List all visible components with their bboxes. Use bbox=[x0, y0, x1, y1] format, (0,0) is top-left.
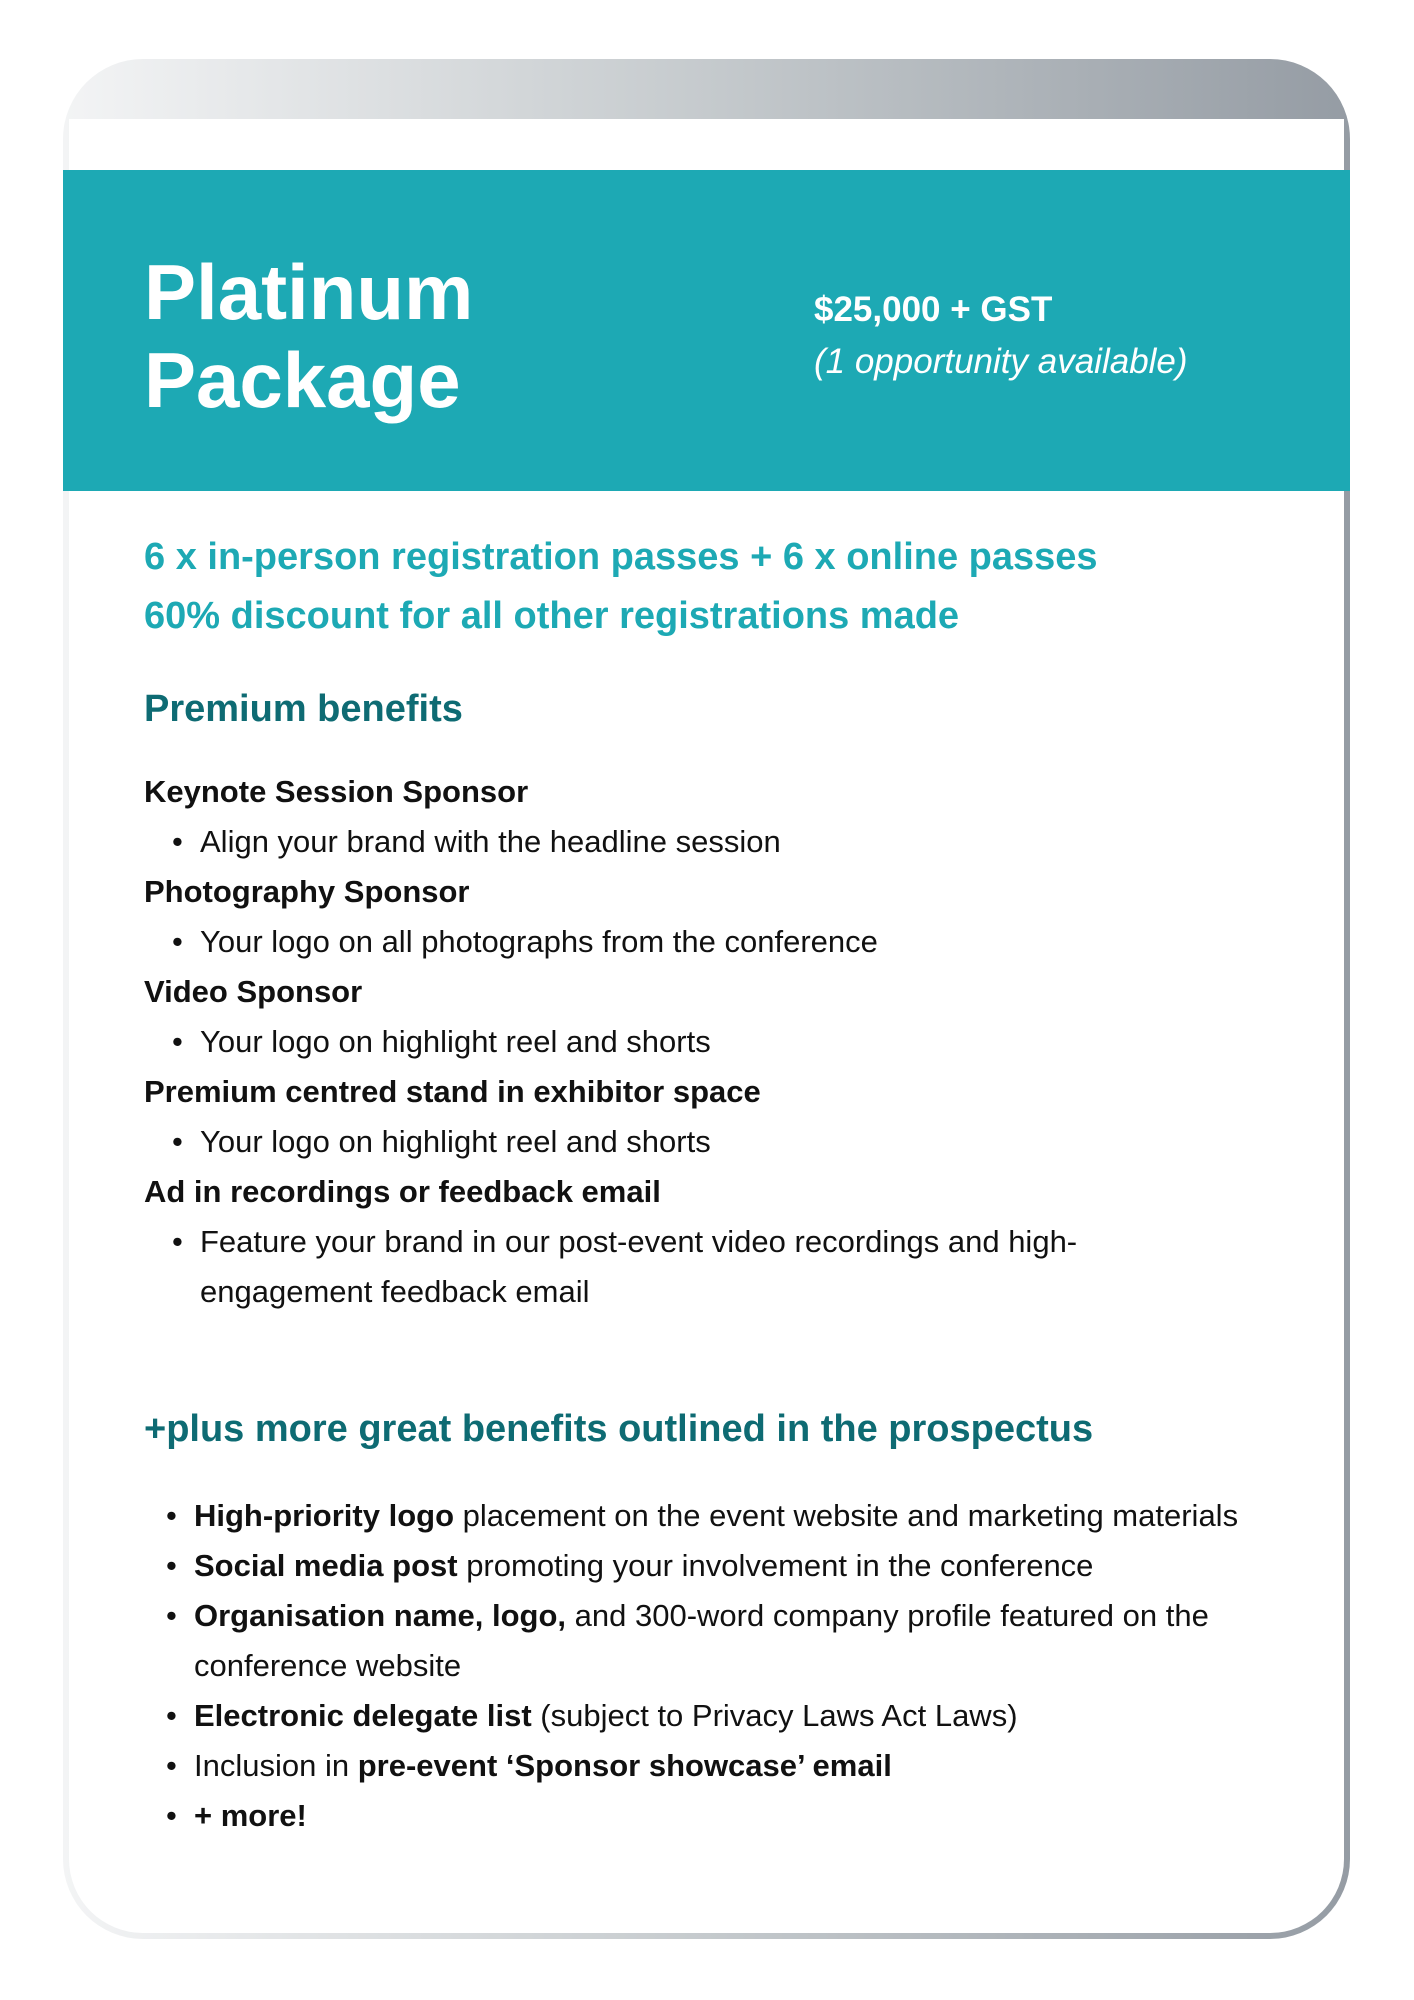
item-bold: Social media post bbox=[194, 1548, 458, 1583]
item-bold: + more! bbox=[194, 1798, 307, 1833]
benefit-detail: • Feature your brand in our post-event video recordings and high-engagement feedback email bbox=[200, 1217, 1200, 1317]
benefit-detail: • Your logo on highlight reel and shorts bbox=[200, 1117, 1204, 1167]
benefit-title: Video Sponsor bbox=[144, 974, 363, 1009]
more-benefit-item bbox=[194, 1541, 1254, 1591]
package-header bbox=[63, 170, 1350, 491]
more-benefits-heading: +plus more great benefits outlined in the prospectus bbox=[144, 1408, 1094, 1450]
benefit-title: Photography Sponsor bbox=[144, 874, 470, 909]
more-benefit-item bbox=[194, 1741, 1254, 1791]
benefit-title: Ad in recordings or feedback email bbox=[144, 1174, 661, 1209]
item-text: promoting your involvement in the conference bbox=[457, 1548, 1094, 1583]
more-benefit-item bbox=[194, 1791, 1254, 1841]
availability-note: (1 opportunity available) bbox=[814, 342, 1188, 381]
title-line-2: Package bbox=[144, 336, 461, 424]
premium-heading: Premium benefits bbox=[144, 688, 463, 730]
item-text: and 300-word company profile featured on the conference website bbox=[194, 1598, 1209, 1683]
highlight-discount: 60% discount for all other registrations made bbox=[144, 595, 960, 637]
highlight-passes: 6 x in-person registration passes + 6 x online passes bbox=[144, 536, 1098, 578]
item-bold: High-priority logo bbox=[194, 1498, 455, 1533]
more-benefits-list bbox=[194, 1491, 1254, 1841]
premium-benefits-list bbox=[144, 767, 1204, 1317]
item-bold: Electronic delegate list bbox=[194, 1698, 532, 1733]
package-price: $25,000 + GST bbox=[814, 290, 1053, 329]
benefit-detail: • Your logo on highlight reel and shorts bbox=[200, 1017, 1204, 1067]
item-text: Inclusion in bbox=[194, 1748, 358, 1783]
benefit-detail: • Your logo on all photographs from the conference bbox=[200, 917, 1204, 967]
benefit-detail: • Align your brand with the headline session bbox=[200, 817, 1204, 867]
item-bold: Organisation name, logo, bbox=[194, 1598, 567, 1633]
item-bold: pre-event ‘Sponsor showcase’ email bbox=[357, 1748, 892, 1783]
item-text: placement on the event website and marketing materials bbox=[454, 1498, 1239, 1533]
title-line-1: Platinum bbox=[144, 248, 474, 336]
package-title bbox=[144, 248, 473, 424]
more-benefit-item bbox=[194, 1591, 1254, 1691]
item-text: (subject to Privacy Laws Act Laws) bbox=[531, 1698, 1018, 1733]
benefit-title: Premium centred stand in exhibitor space bbox=[144, 1074, 761, 1109]
more-benefit-item bbox=[194, 1491, 1254, 1541]
more-benefit-item bbox=[194, 1691, 1254, 1741]
benefit-title: Keynote Session Sponsor bbox=[144, 774, 529, 809]
